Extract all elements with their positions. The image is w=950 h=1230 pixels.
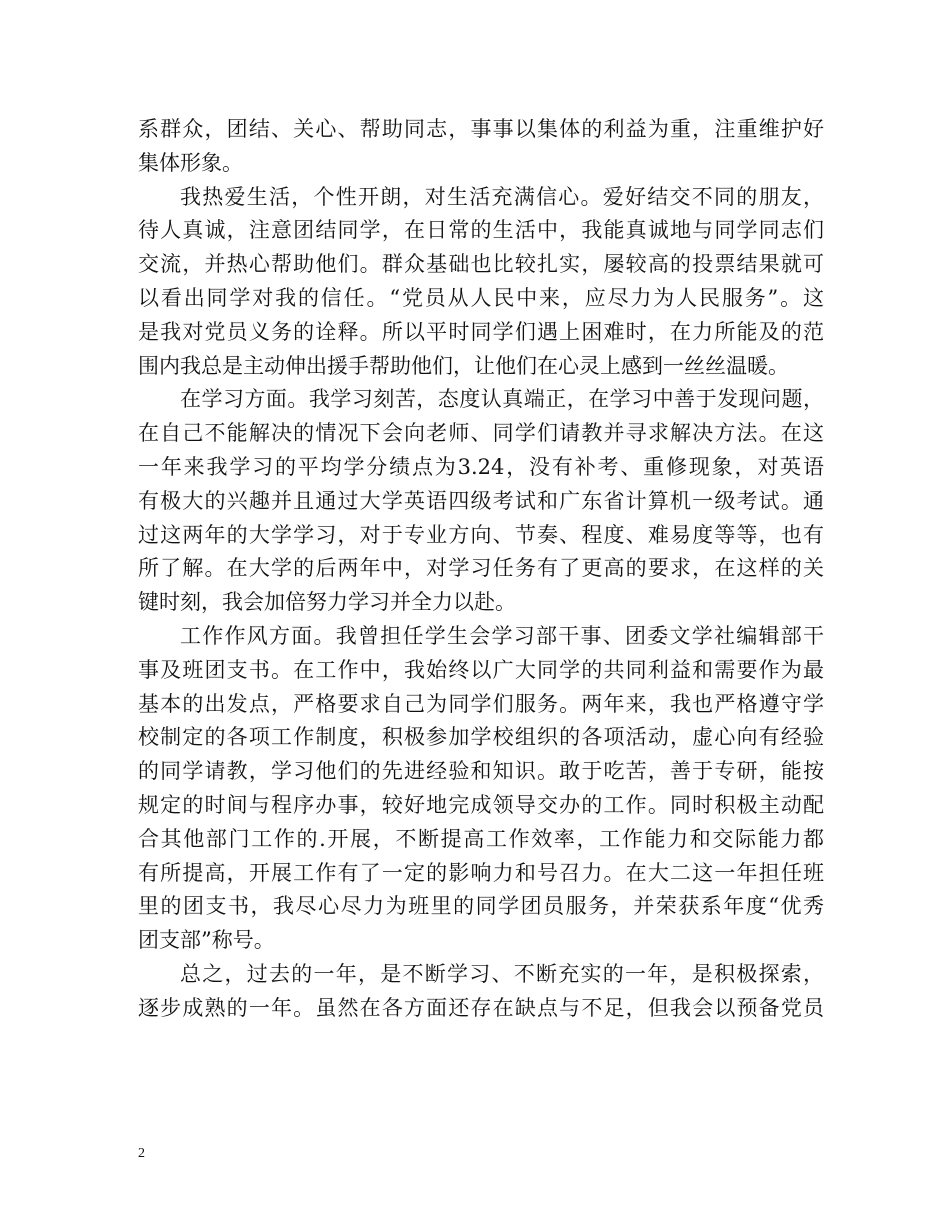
text-line: 系群众，团结、关心、帮助同志，事事以集体的利益为重，注重维护好	[138, 117, 824, 141]
paragraph	[138, 620, 824, 958]
text-line: 有所提高，开展工作有了一定的影响力和号召力。在大二这一年担任班	[138, 860, 824, 885]
text-line: 键时刻，我会加倍努力学习并全力以赴。	[138, 590, 516, 615]
text-line: 以看出同学对我的信任。“党员从人民中来，应尽力为人民服务”。这	[138, 285, 824, 310]
text-line: 在自己不能解决的情况下会向老师、同学们请教并寻求解决方法。在这	[138, 421, 824, 446]
paragraph	[138, 113, 824, 181]
text-line: 是我对党员义务的诠释。所以平时同学们遇上困难时，在力所能及的范	[138, 319, 824, 344]
paragraph	[138, 181, 824, 384]
text-line: 围内我总是主动伸出援手帮助他们，让他们在心灵上感到一丝丝温暖。	[138, 353, 789, 378]
text-line: 基本的出发点，严格要求自己为同学们服务。两年来，我也严格遵守学	[138, 691, 824, 716]
text-line: 里的团支书，我尽心尽力为班里的同学团员服务，并荣获系年度“优秀	[138, 894, 824, 919]
text-line: 工作作风方面。我曾担任学生会学习部干事、团委文学社编辑部干	[180, 623, 824, 648]
text-line: 的同学请教，学习他们的先进经验和知识。敢于吃苦，善于专研，能按	[138, 759, 824, 784]
text-line: 总之，过去的一年，是不断学习、不断充实的一年，是积极探索，	[180, 961, 824, 986]
text-line: 有极大的兴趣并且通过大学英语四级考试和广东省计算机一级考试。通	[138, 488, 824, 513]
text-line: 交流，并热心帮助他们。群众基础也比较扎实，屡较高的投票结果就可	[138, 252, 824, 277]
text-line: 一年来我学习的平均学分绩点为3.24，没有补考、重修现象，对英语	[138, 454, 824, 479]
text-line: 待人真诚，注意团结同学，在日常的生活中，我能真诚地与同学同志们	[138, 218, 824, 243]
text-line: 所了解。在大学的后两年中，对学习任务有了更高的要求，在这样的关	[138, 556, 824, 581]
text-line: 规定的时间与程序办事，较好地完成领导交办的工作。同时积极主动配	[138, 792, 824, 817]
text-line: 逐步成熟的一年。虽然在各方面还存在缺点与不足，但我会以预备党员	[138, 995, 824, 1020]
text-line: 集体形象。	[138, 150, 243, 175]
page-number: 2	[138, 1146, 145, 1161]
text-line: 团支部”称号。	[138, 928, 275, 953]
text-line: 我热爱生活，个性开朗，对生活充满信心。爱好结交不同的朋友，	[180, 184, 824, 209]
text-line: 事及班团支书。在工作中，我始终以广大同学的共同利益和需要作为最	[138, 657, 824, 682]
text-line: 校制定的各项工作制度，积极参加学校组织的各项活动，虚心向有经验	[138, 725, 824, 750]
text-line: 在学习方面。我学习刻苦，态度认真端正，在学习中善于发现问题，	[180, 387, 824, 412]
paragraph	[138, 958, 824, 1026]
paragraph	[138, 383, 824, 620]
text-line: 过这两年的大学学习，对于专业方向、节奏、程度、难易度等等，也有	[138, 522, 824, 547]
text-line: 合其他部门工作的.开展，不断提高工作效率，工作能力和交际能力都	[138, 826, 824, 851]
document-body	[138, 113, 824, 1026]
